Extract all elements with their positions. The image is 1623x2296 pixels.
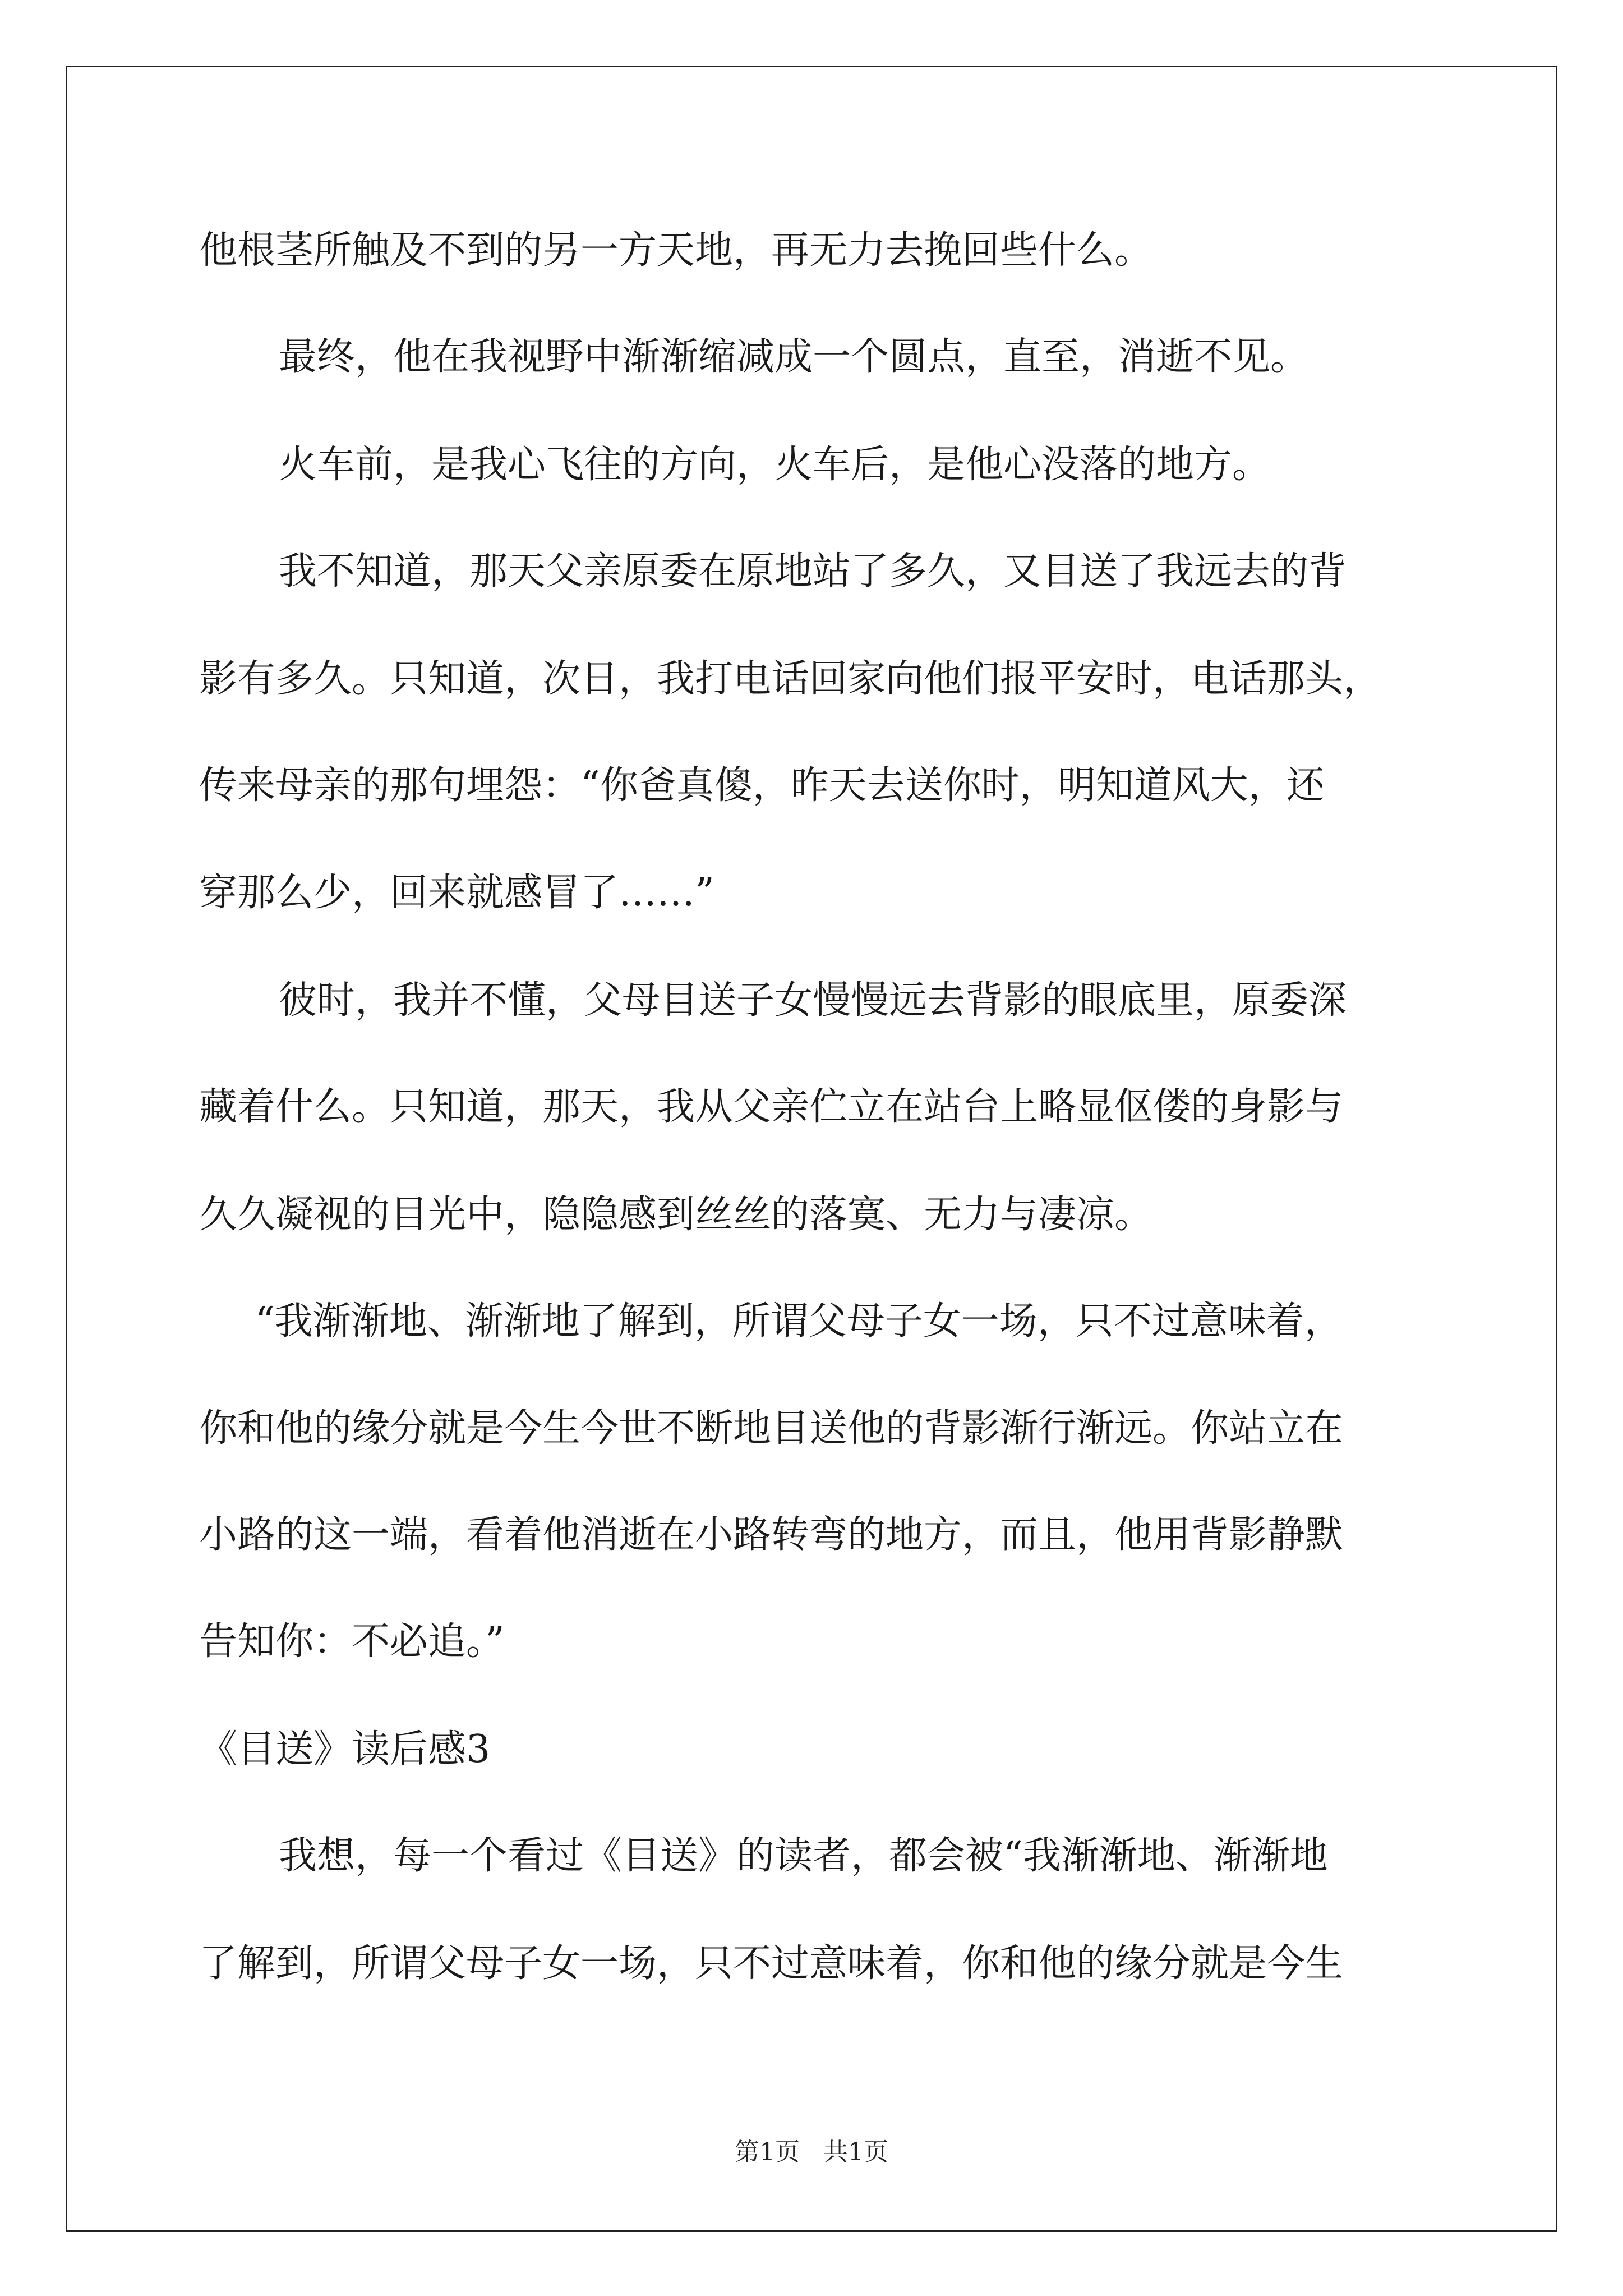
text-line: 最终，他在我视野中渐渐缩减成一个圆点，直至，消逝不见。 xyxy=(279,335,1309,379)
text-line: 我想，每一个看过《目送》的读者，都会被“我渐渐地、渐渐地 xyxy=(279,1834,1328,1878)
text-line: 传来母亲的那句埋怨：“你爸真傻，昨天去送你时，明知道风大，还 xyxy=(199,763,1325,808)
text-line: 彼时，我并不懂，父母目送子女慢慢远去背影的眼底里，原委深 xyxy=(279,978,1347,1023)
text-line: 他根茎所触及不到的另一方天地，再无力去挽回些什么。 xyxy=(199,228,1153,273)
text-line: 你和他的缘分就是今生今世不断地目送他的背影渐行渐远。你站立在 xyxy=(199,1406,1344,1451)
text-line: 小路的这一端，看着他消逝在小路转弯的地方，而且，他用背影静默 xyxy=(199,1513,1344,1557)
text-line: 我不知道，那天父亲原委在原地站了多久，又目送了我远去的背 xyxy=(279,549,1347,593)
text-line: 影有多久。只知道，次日，我打电话回家向他们报平安时，电话那头， xyxy=(199,657,1382,701)
text-line: 穿那么少，回来就感冒了……” xyxy=(199,871,714,915)
text-line: “我渐渐地、渐渐地了解到，所谓父母子女一场，只不过意味着， xyxy=(255,1299,1343,1343)
page-footer xyxy=(0,2132,1623,2168)
text-line: 告知你：不必追。” xyxy=(199,1619,505,1664)
text-line: 久久凝视的目光中，隐隐感到丝丝的落寞、无力与凄凉。 xyxy=(199,1193,1153,1237)
page-number: 第1页 共1页 xyxy=(735,2138,888,2166)
text-line: 了解到，所谓父母子女一场，只不过意味着，你和他的缘分就是今生 xyxy=(199,1941,1344,1986)
page-frame xyxy=(66,66,1557,2232)
text-line: 火车前，是我心飞往的方向，火车后，是他心没落的地方。 xyxy=(279,443,1271,487)
text-line: 藏着什么。只知道，那天，我从父亲伫立在站台上略显伛偻的身影与 xyxy=(199,1085,1344,1129)
section-heading: 《目送》读后感3 xyxy=(199,1727,491,1772)
